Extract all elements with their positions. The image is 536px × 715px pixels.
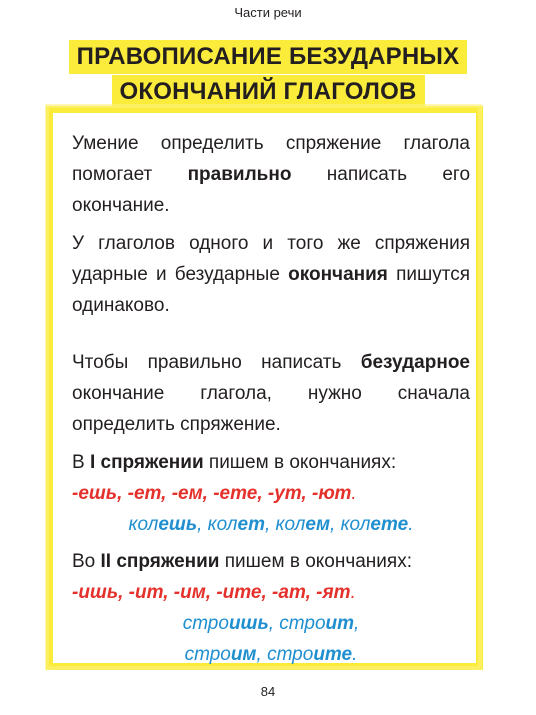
punctuation: , <box>256 644 268 665</box>
text: пишем в окончаниях: <box>203 452 397 473</box>
word-stem: стро <box>279 613 326 634</box>
conjugation-2-examples-line-1 <box>72 608 470 639</box>
punctuation: . <box>351 483 357 504</box>
rule-content <box>72 128 470 676</box>
example-word <box>185 644 257 665</box>
punctuation: , <box>264 514 276 535</box>
conjugation-1-examples <box>72 509 470 540</box>
bold-term: II спряжении <box>100 551 220 572</box>
text: Умение определить спряжение глагола помогает <box>72 133 470 185</box>
conjugation-1-intro <box>72 447 470 478</box>
page-number: 84 <box>260 684 276 699</box>
endings-list: -ишь, -ит, -им, -ите, -ат, -ят <box>72 582 351 603</box>
word-ending: ит <box>325 613 355 634</box>
example-word <box>208 514 265 535</box>
example-word <box>279 613 354 634</box>
text: пишутся одинаково. <box>72 264 470 316</box>
text: пишем в окончаниях: <box>219 551 412 572</box>
word-stem: кол <box>275 514 306 535</box>
bold-term: правильно <box>187 164 292 185</box>
word-ending: ет <box>237 514 265 535</box>
punctuation: , <box>330 514 341 535</box>
punctuation: . <box>350 582 356 603</box>
page-title <box>0 40 536 110</box>
punctuation: , <box>197 514 208 535</box>
example-word <box>183 613 269 634</box>
word-ending: ем <box>305 514 331 535</box>
punctuation: . <box>408 514 414 535</box>
word-stem: кол <box>207 514 238 535</box>
text: В <box>72 452 90 473</box>
text: У глаголов одного и того же спряжения ударные и безударные <box>72 233 470 285</box>
example-word <box>276 514 330 535</box>
word-ending: ете <box>370 514 409 535</box>
word-ending: ешь <box>158 514 198 535</box>
bold-term: безударное <box>360 352 470 373</box>
bold-term: I спряжении <box>89 452 204 473</box>
bold-term: окончания <box>288 264 388 285</box>
running-header: Части речи <box>234 5 302 20</box>
title-line-2: ОКОНЧАНИЙ ГЛАГОЛОВ <box>112 75 425 109</box>
paragraph-2 <box>72 228 470 321</box>
title-line-1: ПРАВОПИСАНИЕ БЕЗУДАРНЫХ <box>69 40 468 74</box>
conjugation-2-endings <box>72 577 470 608</box>
text: Чтобы правильно написать <box>72 352 361 373</box>
endings-list: -ешь, -ет, -ем, -ете, -ут, -ют <box>72 483 352 504</box>
word-stem: стро <box>267 644 314 665</box>
punctuation: , <box>268 613 280 634</box>
punctuation: , <box>354 613 360 634</box>
conjugation-2-examples-line-2 <box>72 639 470 670</box>
example-word <box>129 514 198 535</box>
conjugation-1-endings <box>72 478 470 509</box>
word-stem: стро <box>184 644 231 665</box>
word-ending: им <box>230 644 257 665</box>
word-ending: ите <box>313 644 353 665</box>
example-word <box>267 644 352 665</box>
word-stem: кол <box>340 514 371 535</box>
punctuation: . <box>352 644 358 665</box>
paragraph-1 <box>72 128 470 221</box>
example-word <box>341 514 409 535</box>
word-stem: кол <box>128 514 159 535</box>
text: Во <box>72 551 101 572</box>
text: окончание глагола, нужно сначала определить спряжение. <box>72 383 470 435</box>
conjugation-2-intro <box>72 546 470 577</box>
word-ending: ишь <box>228 613 269 634</box>
text: написать его окончание. <box>72 164 471 216</box>
paragraph-3 <box>72 347 470 440</box>
word-stem: стро <box>182 613 229 634</box>
